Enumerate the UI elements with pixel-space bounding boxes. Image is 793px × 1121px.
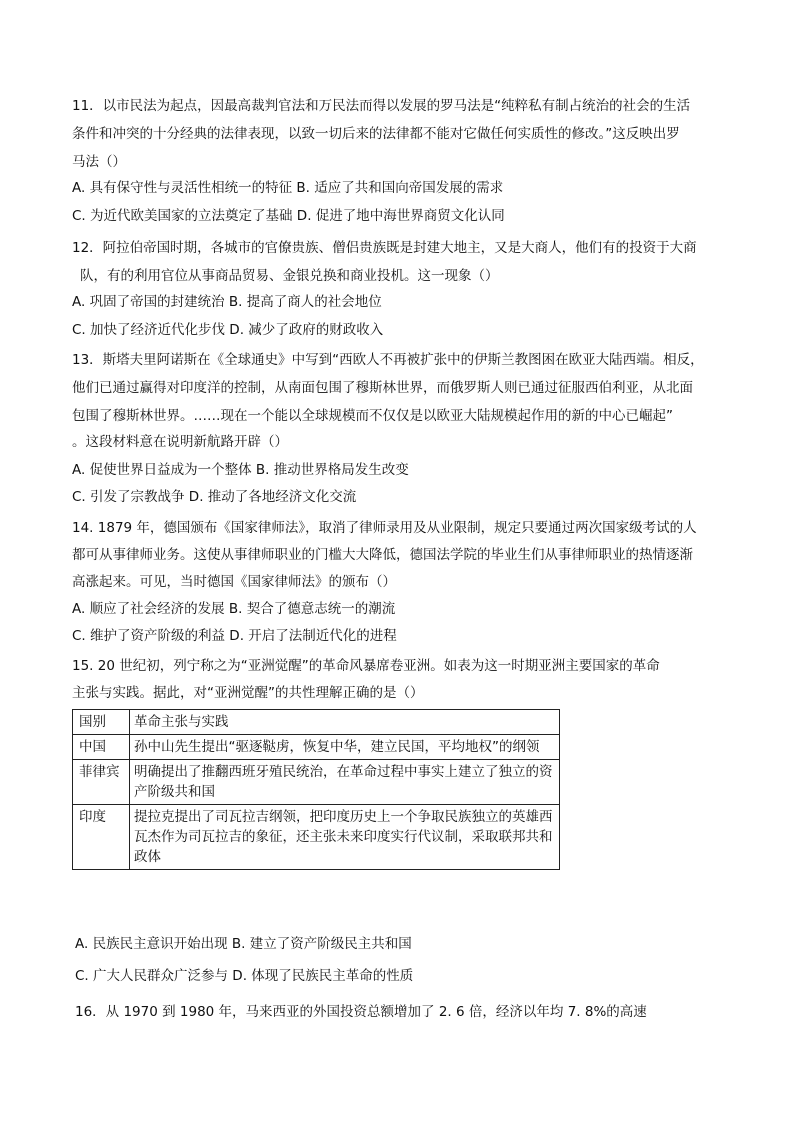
q13-stem-line-1: 13．斯塔夫里阿诺斯在《全球通史》中写到“西欧人不再被扩张中的伊斯兰教图困在欧亚大陆西端。相反， <box>72 352 704 368</box>
q11-options-ab: A. 具有保守性与灵活性相统一的特征 B. 适应了共和国向帝国发展的需求 <box>72 180 504 196</box>
q13-options-cd: C. 引发了宗教战争 D. 推动了各地经济文化交流 <box>72 489 357 505</box>
table-row <box>73 760 560 805</box>
q11-stem-line-3: 马法（） <box>72 154 126 170</box>
table-cell-country: 菲律宾 <box>73 760 130 805</box>
table-row <box>73 805 560 870</box>
table-cell-practice: 孙中山先生提出“驱逐鞑虏，恢复中华，建立民国，平均地权”的纲领 <box>130 735 560 760</box>
q12-options-cd: C. 加快了经济近代化步伐 D. 减少了政府的财政收入 <box>72 322 384 338</box>
q15-stem-line-1: 15. 20 世纪初，列宁称之为“亚洲觉醒”的革命风暴席卷亚洲。如表为这一时期亚洲主要国家的革命 <box>72 658 660 674</box>
q15-options-ab: A. 民族民主意识开始出现 B. 建立了资产阶级民主共和国 <box>75 936 412 952</box>
q13-stem-line-3: 包围了穆斯林世界。……现在一个能以全球规模而不仅仅是以欧亚大陆规模起作用的新的中心已崛起” <box>72 408 673 424</box>
q15-stem-line-2: 主张与实践。据此，对“亚洲觉醒”的共性理解正确的是（） <box>72 685 424 701</box>
q14-options-cd: C. 维护了资产阶级的利益 D. 开启了法制近代化的进程 <box>72 628 397 644</box>
q12-options-ab: A. 巩固了帝国的封建统治 B. 提高了商人的社会地位 <box>72 294 382 310</box>
q13-stem-line-2: 他们已通过赢得对印度洋的控制，从南面包围了穆斯林世界，而俄罗斯人则已通过征服西伯利亚，从北面 <box>72 380 693 396</box>
q11-stem-line-2: 条件和冲突的十分经典的法律表现，以致一切后来的法律都不能对它做任何实质性的修改。”这反映出罗 <box>72 126 680 142</box>
table-cell-practice: 提拉克提出了司瓦拉吉纲领，把印度历史上一个争取民族独立的英雄西瓦杰作为司瓦拉吉的象征，还主张未来印度实行代议制，采取联邦共和政体 <box>130 805 560 870</box>
table-header-practice: 革命主张与实践 <box>130 710 560 735</box>
table-cell-practice: 明确提出了推翻西班牙殖民统治，在革命过程中事实上建立了独立的资产阶级共和国 <box>130 760 560 805</box>
q11-stem-line-1: 11．以市民法为起点，因最高裁判官法和万民法而得以发展的罗马法是“纯粹私有制占统治的社会的生活 <box>72 98 691 114</box>
q11-options-cd: C. 为近代欧美国家的立法奠定了基础 D. 促进了地中海世界商贸文化认同 <box>72 208 505 224</box>
revolution-table <box>72 709 560 870</box>
table-cell-country: 印度 <box>73 805 130 870</box>
q14-options-ab: A. 顺应了社会经济的发展 B. 契合了德意志统一的潮流 <box>72 601 396 617</box>
q14-stem-line-1: 14. 1879 年，德国颁布《国家律师法》，取消了律师录用及从业限制，规定只要通过两次国家级考试的人 <box>72 520 697 536</box>
table-header-row <box>73 710 560 735</box>
q12-stem-line-2: 队，有的利用官位从事商品贸易、金银兑换和商业投机。这一现象（） <box>80 268 499 284</box>
q12-stem-line-1: 12．阿拉伯帝国时期，各城市的官僚贵族、僧侣贵族既是封建大地主，又是大商人，他们有的投资于大商 <box>72 240 697 256</box>
q13-options-ab: A. 促使世界日益成为一个整体 B. 推动世界格局发生改变 <box>72 462 409 478</box>
q14-stem-line-2: 都可从事律师业务。这使从事律师职业的门槛大大降低，德国法学院的毕业生们从事律师职业的热情逐渐 <box>72 547 693 563</box>
q13-stem-line-4: 。这段材料意在说明新航路开辟（） <box>72 434 288 450</box>
q15-options-cd: C. 广大人民群众广泛参与 D. 体现了民族民主革命的性质 <box>75 968 414 984</box>
table-row <box>73 735 560 760</box>
q16-stem-line-1: 16．从 1970 到 1980 年，马来西亚的外国投资总额增加了 2. 6 倍，经济以年均 7. 8%的高速 <box>75 1004 647 1020</box>
q14-stem-line-3: 高涨起来。可见，当时德国《国家律师法》的颁布（） <box>72 574 396 590</box>
table-cell-country: 中国 <box>73 735 130 760</box>
table-header-country: 国别 <box>73 710 130 735</box>
